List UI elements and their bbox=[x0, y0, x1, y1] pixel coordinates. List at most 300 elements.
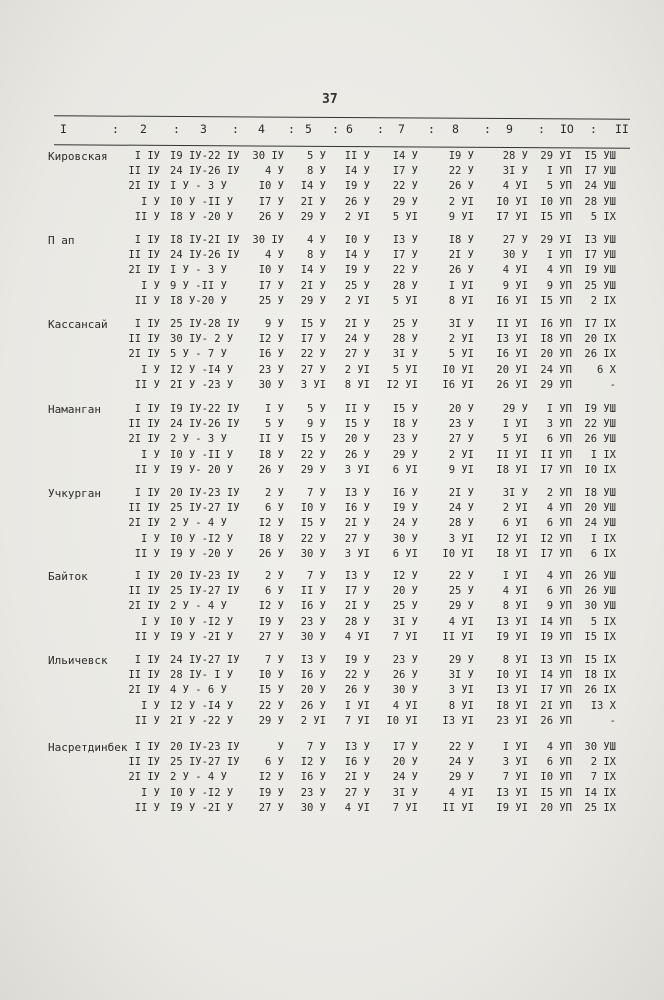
table-cell-col1: I IУ bbox=[134, 403, 160, 415]
table-cell-col5: I7 У bbox=[344, 585, 370, 598]
table-cell-col7: 24 У bbox=[448, 502, 474, 515]
table-cell-col5: 25 У bbox=[344, 279, 370, 292]
table-cell-col1: 2I IУ bbox=[128, 771, 160, 784]
table-row bbox=[0, 669, 664, 684]
table-cell-col7: I6 УI bbox=[442, 378, 474, 391]
table-cell-col5: 27 У bbox=[344, 786, 370, 799]
table-cell-col6: 30 У bbox=[392, 684, 418, 697]
table-cell-col6: I8 У bbox=[392, 418, 418, 431]
table-cell-col6: 30 У bbox=[392, 532, 418, 545]
table-cell-col7: 9 УI bbox=[448, 463, 474, 476]
table-cell-col3: I9 У bbox=[258, 786, 284, 799]
header-separator: : bbox=[173, 122, 180, 136]
table-cell-col8: 7 УI bbox=[502, 771, 528, 784]
table-cell-col8: 26 УI bbox=[496, 378, 528, 391]
table-cell-col4: I6 У bbox=[300, 771, 326, 784]
table-cell-col5: I6 У bbox=[344, 502, 370, 515]
table-cell-col8: I0 УI bbox=[496, 669, 528, 682]
table-cell-col5: 28 У bbox=[344, 615, 370, 628]
header-separator: : bbox=[590, 122, 597, 136]
table-cell-col8: I3 УI bbox=[496, 333, 528, 346]
table-cell-col5: I4 У bbox=[344, 165, 370, 178]
table-cell-col5: 3 УI bbox=[344, 463, 370, 476]
table-cell-col9: I7 УП bbox=[540, 463, 572, 476]
header-separator: : bbox=[377, 122, 384, 136]
table-cell-col2: 2 У - 3 У bbox=[170, 433, 227, 446]
table-cell-col7: 5 УI bbox=[448, 348, 474, 361]
table-cell-col2: I9 У -20 У bbox=[170, 547, 234, 560]
table-cell-col1: II IУ bbox=[128, 249, 160, 262]
station-name: П ап bbox=[48, 234, 75, 247]
table-cell-col8: 4 УI bbox=[502, 264, 528, 277]
table-cell-col8: I9 УI bbox=[496, 801, 528, 814]
station-name: Байток bbox=[48, 570, 88, 583]
header-separator: : bbox=[428, 122, 435, 136]
table-cell-col4: 22 У bbox=[300, 448, 326, 461]
table-cell-col8: 6 УI bbox=[502, 517, 528, 530]
table-cell-col7: 27 У bbox=[448, 433, 474, 446]
table-cell-col3: I0 У bbox=[258, 264, 284, 277]
table-cell-col4: I7 У bbox=[300, 333, 326, 346]
table-cell-col8: 30 У bbox=[502, 249, 528, 262]
table-cell-col2: I9 У- 20 У bbox=[170, 463, 234, 476]
table-cell-col7: I0 УI bbox=[442, 363, 474, 376]
table-cell-col8: I8 УI bbox=[496, 463, 528, 476]
column-header-1: I bbox=[60, 122, 67, 136]
table-cell-col1: 2I IУ bbox=[128, 600, 160, 613]
table-cell-col4: 2I У bbox=[300, 195, 326, 208]
table-cell-col2: 25 IУ-27 IУ bbox=[170, 502, 240, 515]
table-cell-col4: 23 У bbox=[300, 615, 326, 628]
table-cell-col5: I9 У bbox=[344, 264, 370, 277]
table-cell-col7: 26 У bbox=[448, 180, 474, 193]
table-cell-col7: I УI bbox=[448, 279, 474, 292]
table-cell-col5: 27 У bbox=[344, 532, 370, 545]
table-row bbox=[0, 487, 664, 502]
table-cell-col2: 2 У - 4 У bbox=[170, 517, 227, 530]
table-cell-col5: II У bbox=[344, 150, 370, 162]
table-cell-col9: I2 УП bbox=[540, 532, 572, 545]
table-cell-col2: I0 У -II У bbox=[170, 195, 234, 208]
table-cell-col7: I3 УI bbox=[442, 714, 474, 727]
table-cell-col10: I7 УШ bbox=[584, 165, 616, 178]
table-cell-col3: 2 У bbox=[265, 570, 284, 582]
table-cell-col2: I2 У -I4 У bbox=[170, 699, 234, 712]
table-cell-col1: I У bbox=[141, 615, 160, 628]
table-cell-col8: 28 У bbox=[502, 150, 528, 162]
table-cell-col7: I0 УI bbox=[442, 547, 474, 560]
page-number: 37 bbox=[322, 92, 338, 107]
table-cell-col9: 26 УП bbox=[540, 714, 572, 727]
table-cell-col5: 4 УI bbox=[344, 630, 370, 643]
table-cell-col10: 22 УШ bbox=[584, 418, 616, 431]
table-cell-col7: 8 УI bbox=[448, 699, 474, 712]
column-header-9: 9 bbox=[506, 122, 513, 136]
station-block bbox=[0, 487, 664, 563]
table-cell-col2: 20 IУ-23 IУ bbox=[170, 487, 240, 499]
table-cell-col1: II У bbox=[134, 801, 160, 814]
table-cell-col3: 27 У bbox=[258, 801, 284, 814]
table-cell-col5: 27 У bbox=[344, 348, 370, 361]
table-cell-col9: 4 УП bbox=[546, 741, 572, 753]
station-name: Насретдинбек bbox=[48, 741, 128, 754]
table-cell-col5: 20 У bbox=[344, 433, 370, 446]
table-cell-col5: 8 УI bbox=[344, 378, 370, 391]
table-row bbox=[0, 364, 664, 379]
table-cell-col9: I9 УП bbox=[540, 630, 572, 643]
table-cell-col9: 6 УП bbox=[546, 585, 572, 598]
table-cell-col10: 30 УШ bbox=[584, 600, 616, 613]
table-cell-col2: I0 У -I2 У bbox=[170, 786, 234, 799]
table-cell-col9: I0 УП bbox=[540, 195, 572, 208]
table-cell-col9: I7 УП bbox=[540, 547, 572, 560]
table-row bbox=[0, 234, 664, 249]
table-row bbox=[0, 418, 664, 433]
table-cell-col1: I У bbox=[141, 363, 160, 376]
table-cell-col3: 6 У bbox=[265, 502, 284, 515]
table-cell-col7: I8 У bbox=[448, 234, 474, 246]
table-cell-col6: I7 У bbox=[392, 165, 418, 178]
table-row bbox=[0, 433, 664, 448]
table-cell-col5: 2 УI bbox=[344, 210, 370, 223]
table-cell-col10: I7 УШ bbox=[584, 249, 616, 262]
column-header-4: 4 bbox=[258, 122, 265, 136]
table-cell-col8: 4 УI bbox=[502, 585, 528, 598]
station-name: Кировская bbox=[48, 150, 108, 163]
table-cell-col3: I0 У bbox=[258, 669, 284, 682]
table-cell-col6: I7 У bbox=[392, 741, 418, 753]
table-cell-col1: 2I IУ bbox=[128, 517, 160, 530]
table-cell-col8: 4 УI bbox=[502, 180, 528, 193]
table-cell-col1: II IУ bbox=[128, 756, 160, 769]
table-row bbox=[0, 771, 664, 786]
table-cell-col7: 29 У bbox=[448, 600, 474, 613]
table-cell-col6: 5 УI bbox=[392, 210, 418, 223]
table-cell-col4: 30 У bbox=[300, 630, 326, 643]
table-cell-col5: I3 У bbox=[344, 570, 370, 582]
table-cell-col1: II У bbox=[134, 630, 160, 643]
table-cell-col9: 4 УП bbox=[546, 570, 572, 582]
table-cell-col1: 2I IУ bbox=[128, 684, 160, 697]
table-cell-col3: 30 IУ bbox=[252, 234, 284, 246]
table-cell-col9: I4 УП bbox=[540, 669, 572, 682]
table-cell-col6: I2 У bbox=[392, 570, 418, 582]
table-cell-col7: 26 У bbox=[448, 264, 474, 277]
station-block bbox=[0, 150, 664, 226]
table-row bbox=[0, 150, 664, 165]
table-cell-col6: I3 У bbox=[392, 234, 418, 246]
table-row bbox=[0, 741, 664, 756]
table-row bbox=[0, 502, 664, 517]
table-cell-col5: I4 У bbox=[344, 249, 370, 262]
table-cell-col3: I2 У bbox=[258, 517, 284, 530]
table-cell-col9: 4 УП bbox=[546, 502, 572, 515]
table-cell-col1: II IУ bbox=[128, 165, 160, 178]
table-row bbox=[0, 449, 664, 464]
table-cell-col1: II У bbox=[134, 547, 160, 560]
table-cell-col9: 6 УП bbox=[546, 517, 572, 530]
table-cell-col9: 9 УП bbox=[546, 600, 572, 613]
table-cell-col9: I7 УП bbox=[540, 684, 572, 697]
table-cell-col7: 8 УI bbox=[448, 294, 474, 307]
header-separator: : bbox=[288, 122, 295, 136]
table-cell-col8: I8 УI bbox=[496, 699, 528, 712]
table-cell-col1: I IУ bbox=[134, 570, 160, 582]
table-cell-col8: II УI bbox=[496, 318, 528, 330]
table-cell-col1: II У bbox=[134, 210, 160, 223]
table-cell-col9: 5 УП bbox=[546, 180, 572, 193]
table-cell-col7: 22 У bbox=[448, 741, 474, 753]
table-cell-col5: I3 У bbox=[344, 741, 370, 753]
table-cell-col3: I7 У bbox=[258, 279, 284, 292]
table-cell-col4: I0 У bbox=[300, 502, 326, 515]
table-cell-col1: 2I IУ bbox=[128, 264, 160, 277]
table-cell-col2: 4 У - 6 У bbox=[170, 684, 227, 697]
table-cell-col4: II У bbox=[300, 585, 326, 598]
column-header-row bbox=[58, 122, 628, 140]
table-cell-col9: 4 УП bbox=[546, 264, 572, 277]
table-cell-col6: 7 УI bbox=[392, 801, 418, 814]
table-cell-col9: 24 УП bbox=[540, 363, 572, 376]
header-separator: : bbox=[112, 122, 119, 136]
table-cell-col3: I У bbox=[265, 403, 284, 415]
table-cell-col7: 4 УI bbox=[448, 615, 474, 628]
table-cell-col7: 3 УI bbox=[448, 684, 474, 697]
table-cell-col3: 5 У bbox=[265, 418, 284, 431]
table-cell-col10: 5 IX bbox=[590, 210, 616, 223]
table-cell-col3: 25 У bbox=[258, 294, 284, 307]
table-cell-col7: 29 У bbox=[448, 771, 474, 784]
table-cell-col6: 22 У bbox=[392, 264, 418, 277]
column-header-10: IO bbox=[560, 122, 574, 136]
table-cell-col5: I6 У bbox=[344, 756, 370, 769]
table-cell-col6: 6 УI bbox=[392, 547, 418, 560]
table-cell-col7: 3I У bbox=[448, 318, 474, 330]
table-cell-col4: 9 У bbox=[307, 418, 326, 431]
table-row bbox=[0, 249, 664, 264]
table-cell-col10: 26 IX bbox=[584, 684, 616, 697]
table-cell-col2: I8 У-20 У bbox=[170, 294, 227, 307]
station-name: Ильичевск bbox=[48, 654, 108, 667]
table-cell-col8: 3I У bbox=[502, 165, 528, 178]
table-cell-col10: I7 IX bbox=[584, 318, 616, 330]
table-cell-col4: I6 У bbox=[300, 669, 326, 682]
column-header-7: 7 bbox=[398, 122, 405, 136]
table-row bbox=[0, 533, 664, 548]
table-cell-col9: 29 УI bbox=[540, 234, 572, 246]
table-cell-col4: 22 У bbox=[300, 348, 326, 361]
table-cell-col10: 28 УШ bbox=[584, 195, 616, 208]
table-cell-col10: 2 IX bbox=[590, 294, 616, 307]
table-cell-col7: I9 У bbox=[448, 150, 474, 162]
table-cell-col9: I УП bbox=[546, 165, 572, 178]
table-cell-col10: I9 УШ bbox=[584, 403, 616, 415]
table-cell-col5: 22 У bbox=[344, 669, 370, 682]
table-cell-col1: I У bbox=[141, 786, 160, 799]
table-cell-col5: 2I У bbox=[344, 771, 370, 784]
table-row bbox=[0, 654, 664, 669]
table-cell-col7: 3I У bbox=[448, 669, 474, 682]
table-cell-col5: 7 УI bbox=[344, 714, 370, 727]
table-cell-col10: 25 IX bbox=[584, 801, 616, 814]
table-cell-col4: 30 У bbox=[300, 801, 326, 814]
table-cell-col6: 20 У bbox=[392, 756, 418, 769]
table-cell-col7: II УI bbox=[442, 630, 474, 643]
table-cell-col10: 5 IX bbox=[590, 615, 616, 628]
table-cell-col7: 3 УI bbox=[448, 532, 474, 545]
table-cell-col3: 27 У bbox=[258, 630, 284, 643]
table-cell-col10: I8 IX bbox=[584, 669, 616, 682]
table-cell-col4: 3 УI bbox=[300, 378, 326, 391]
table-cell-col6: I0 УI bbox=[386, 714, 418, 727]
table-row bbox=[0, 196, 664, 211]
table-cell-col8: I7 УI bbox=[496, 210, 528, 223]
table-cell-col1: II У bbox=[134, 714, 160, 727]
table-cell-col10: I3 X bbox=[590, 699, 616, 712]
table-cell-col1: II У bbox=[134, 378, 160, 391]
table-row bbox=[0, 787, 664, 802]
table-cell-col9: 20 УП bbox=[540, 801, 572, 814]
table-cell-col2: I0 У -II У bbox=[170, 448, 234, 461]
table-cell-col1: I IУ bbox=[134, 318, 160, 330]
table-cell-col8: 2 УI bbox=[502, 502, 528, 515]
table-cell-col7: 4 УI bbox=[448, 786, 474, 799]
table-cell-col7: 9 УI bbox=[448, 210, 474, 223]
table-cell-col3: У bbox=[277, 741, 284, 753]
header-bottom-rule bbox=[54, 144, 630, 149]
table-cell-col8: I3 УI bbox=[496, 786, 528, 799]
table-cell-col10: I0 IX bbox=[584, 463, 616, 476]
table-cell-col3: I2 У bbox=[258, 771, 284, 784]
table-cell-col10: 6 IX bbox=[590, 547, 616, 560]
table-cell-col8: I6 УI bbox=[496, 294, 528, 307]
table-cell-col8: I8 УI bbox=[496, 547, 528, 560]
table-cell-col3: 4 У bbox=[265, 249, 284, 262]
table-cell-col3: 26 У bbox=[258, 210, 284, 223]
table-cell-col6: I7 У bbox=[392, 249, 418, 262]
table-cell-col1: II IУ bbox=[128, 585, 160, 598]
table-cell-col10: 30 УШ bbox=[584, 741, 616, 753]
table-cell-col6: I9 У bbox=[392, 502, 418, 515]
table-cell-col2: 2 У - 4 У bbox=[170, 771, 227, 784]
header-separator: : bbox=[332, 122, 339, 136]
table-cell-col3: 2 У bbox=[265, 487, 284, 499]
table-cell-col3: I6 У bbox=[258, 348, 284, 361]
table-cell-col4: 23 У bbox=[300, 786, 326, 799]
table-cell-col8: I УI bbox=[502, 741, 528, 753]
table-row bbox=[0, 700, 664, 715]
table-cell-col6: 24 У bbox=[392, 771, 418, 784]
table-cell-col6: 20 У bbox=[392, 585, 418, 598]
table-cell-col8: I0 УI bbox=[496, 195, 528, 208]
table-cell-col5: I5 У bbox=[344, 418, 370, 431]
table-cell-col1: I У bbox=[141, 448, 160, 461]
table-cell-col6: I4 У bbox=[392, 150, 418, 162]
table-cell-col3: 6 У bbox=[265, 756, 284, 769]
table-cell-col6: 3I У bbox=[392, 615, 418, 628]
table-cell-col4: 7 У bbox=[307, 741, 326, 753]
table-cell-col5: 2I У bbox=[344, 517, 370, 530]
table-row bbox=[0, 280, 664, 295]
table-cell-col4: 26 У bbox=[300, 699, 326, 712]
table-cell-col8: I6 УI bbox=[496, 348, 528, 361]
table-cell-col2: 24 IУ-26 IУ bbox=[170, 165, 240, 178]
station-name: Наманган bbox=[48, 403, 101, 416]
station-block bbox=[0, 403, 664, 479]
table-cell-col7: 24 У bbox=[448, 756, 474, 769]
table-cell-col3: I9 У bbox=[258, 615, 284, 628]
table-cell-col7: 2I У bbox=[448, 249, 474, 262]
table-cell-col6: 4 УI bbox=[392, 699, 418, 712]
table-cell-col2: 20 IУ-23 IУ bbox=[170, 741, 240, 753]
table-cell-col8: 3 УI bbox=[502, 756, 528, 769]
column-header-8: 8 bbox=[452, 122, 459, 136]
table-cell-col9: 2I УП bbox=[540, 699, 572, 712]
table-cell-col4: I5 У bbox=[300, 318, 326, 330]
table-cell-col5: I9 У bbox=[344, 654, 370, 666]
table-cell-col10: 6 X bbox=[597, 363, 616, 376]
table-cell-col9: I6 УП bbox=[540, 318, 572, 330]
table-cell-col8: I3 УI bbox=[496, 615, 528, 628]
table-cell-col6: 3I У bbox=[392, 786, 418, 799]
table-cell-col9: 29 УП bbox=[540, 378, 572, 391]
table-cell-col10: I8 УШ bbox=[584, 487, 616, 499]
table-cell-col10: 20 УШ bbox=[584, 502, 616, 515]
table-cell-col2: I0 У -I2 У bbox=[170, 532, 234, 545]
table-cell-col1: 2I IУ bbox=[128, 348, 160, 361]
table-cell-col6: 6 УI bbox=[392, 463, 418, 476]
column-header-2: 2 bbox=[140, 122, 147, 136]
table-cell-col8: 5 УI bbox=[502, 433, 528, 446]
column-header-5: 5 bbox=[305, 122, 312, 136]
table-cell-col10: 25 УШ bbox=[584, 279, 616, 292]
table-cell-col10: 26 УШ bbox=[584, 570, 616, 582]
table-cell-col2: I9 IУ-22 IУ bbox=[170, 403, 240, 415]
table-cell-col6: 29 У bbox=[392, 195, 418, 208]
table-row bbox=[0, 264, 664, 279]
table-cell-col3: I8 У bbox=[258, 532, 284, 545]
table-cell-col2: 25 IУ-27 IУ bbox=[170, 585, 240, 598]
table-cell-col8: I9 УI bbox=[496, 630, 528, 643]
table-cell-col2: 24 IУ-27 IУ bbox=[170, 654, 240, 666]
table-cell-col10: I3 УШ bbox=[584, 234, 616, 246]
table-cell-col8: I УI bbox=[502, 570, 528, 582]
table-cell-col8: II УI bbox=[496, 448, 528, 461]
table-cell-col2: 5 У - 7 У bbox=[170, 348, 227, 361]
table-cell-col3: I0 У bbox=[258, 180, 284, 193]
table-cell-col3: 9 У bbox=[265, 318, 284, 330]
table-top-rule bbox=[54, 115, 630, 120]
table-cell-col9: 9 УП bbox=[546, 279, 572, 292]
table-cell-col4: I3 У bbox=[300, 654, 326, 666]
table-cell-col4: 29 У bbox=[300, 294, 326, 307]
table-cell-col1: I IУ bbox=[134, 487, 160, 499]
station-name: Учкурган bbox=[48, 487, 101, 500]
station-block bbox=[0, 234, 664, 310]
table-cell-col10: 26 УШ bbox=[584, 433, 616, 446]
table-row bbox=[0, 802, 664, 817]
table-row bbox=[0, 616, 664, 631]
table-cell-col6: 29 У bbox=[392, 448, 418, 461]
table-cell-col6: 23 У bbox=[392, 654, 418, 666]
table-cell-col5: 2 УI bbox=[344, 294, 370, 307]
table-cell-col7: 20 У bbox=[448, 403, 474, 415]
column-header-3: 3 bbox=[200, 122, 207, 136]
table-cell-col2: I У - 3 У bbox=[170, 264, 227, 277]
table-cell-col9: 2 УП bbox=[546, 487, 572, 499]
table-cell-col9: I УП bbox=[546, 249, 572, 262]
table-cell-col9: I5 УП bbox=[540, 786, 572, 799]
